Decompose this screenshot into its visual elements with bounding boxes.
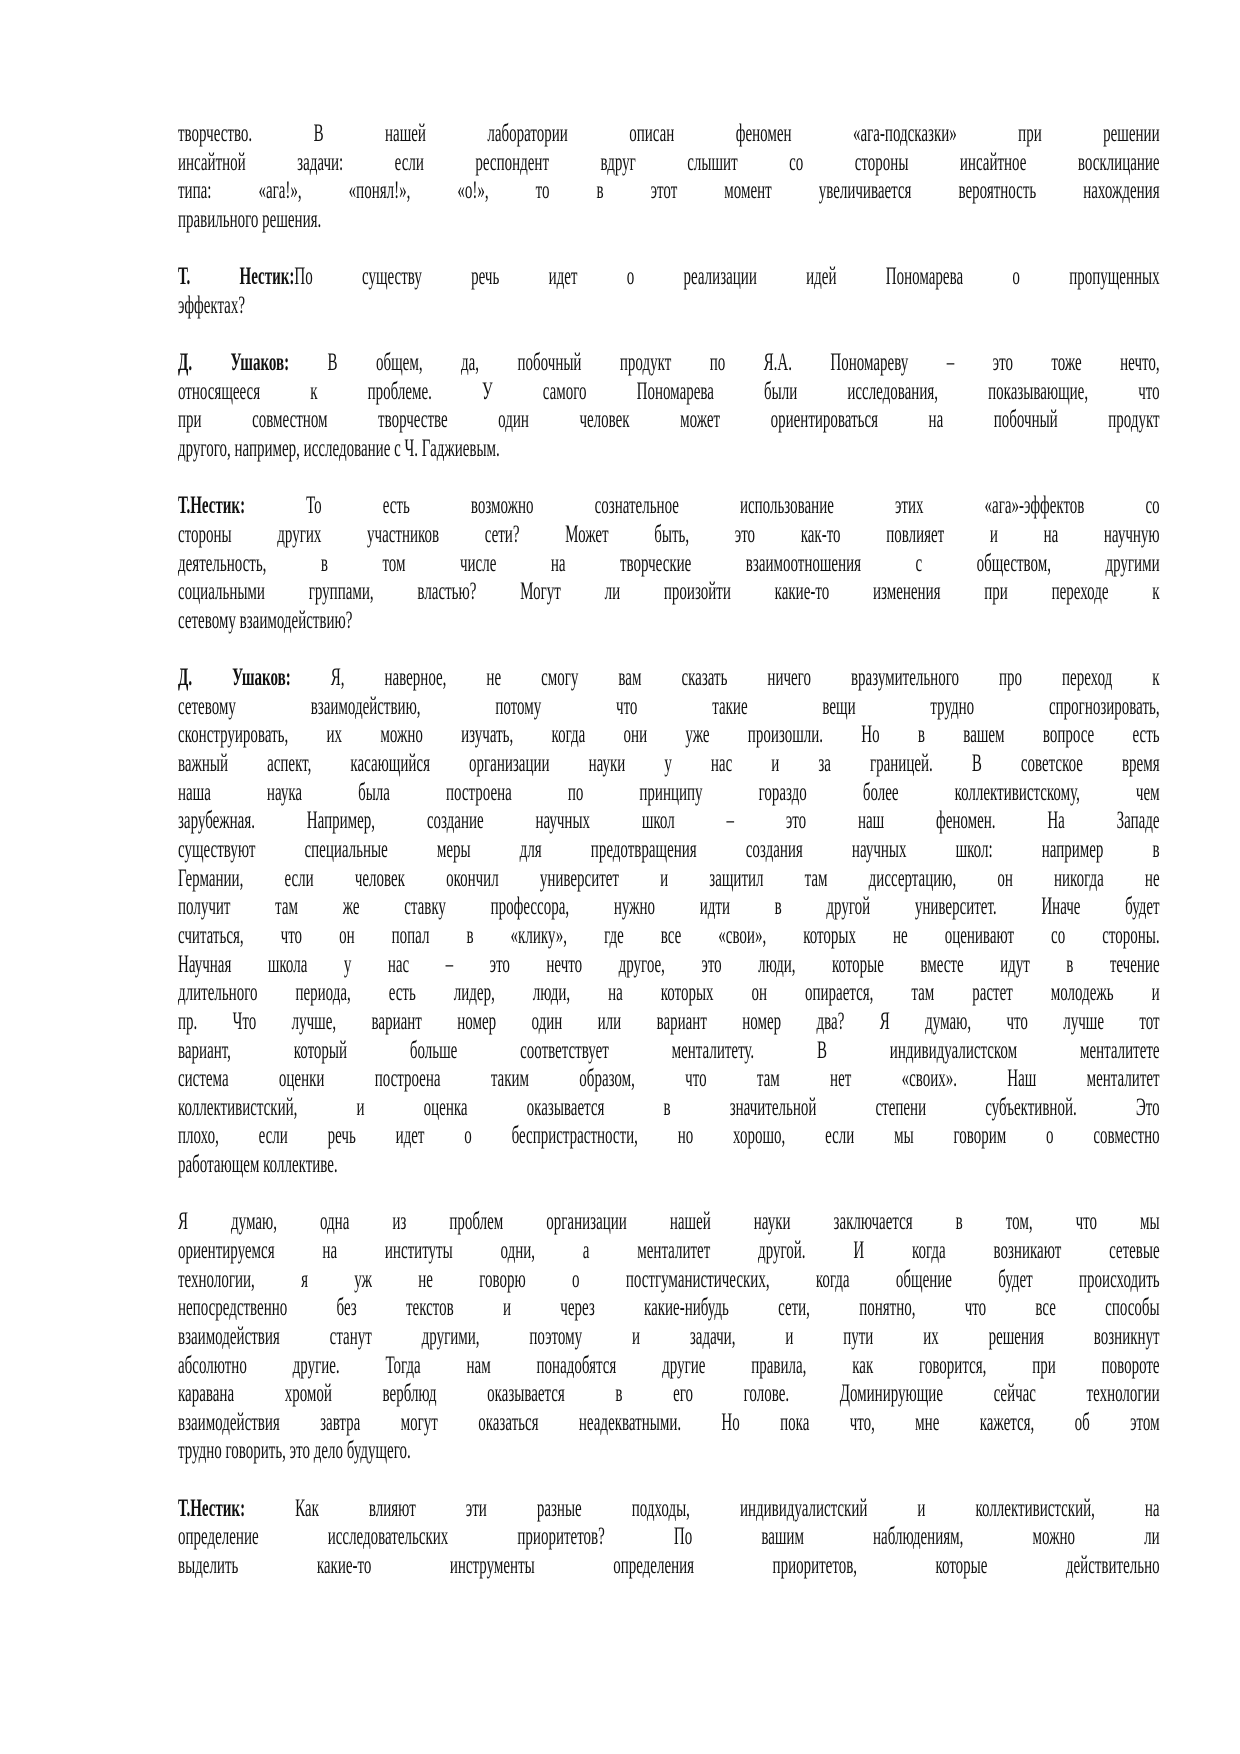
text-line	[178, 1552, 1160, 1581]
text-line-content	[178, 1151, 1160, 1180]
text-line	[178, 406, 1160, 435]
text-line	[178, 435, 1160, 464]
line-text: деятельность, в том числе на творческие взаимоотношения с обществом, другими	[178, 549, 1160, 577]
dialogue-paragraph	[178, 1495, 1160, 1581]
line-text: инсайтной задачи: если респондент вдруг слышит со стороны инсайтное восклицание	[178, 148, 1160, 176]
text-line-content	[178, 521, 1160, 550]
text-line-content	[178, 435, 1160, 464]
line-text: трудно говорить, это дело будущего.	[178, 1437, 411, 1465]
line-text: вариант, который больше соответствует менталитету. В индивидуалистском менталитете	[178, 1036, 1160, 1064]
text-line-content	[178, 550, 1160, 579]
text-line	[178, 951, 1160, 980]
line-text: важный аспект, касающийся организации науки у нас и за границей. В советское время	[178, 750, 1160, 778]
text-line-content	[178, 836, 1160, 865]
text-line-content	[178, 1008, 1160, 1037]
text-line	[178, 1523, 1160, 1552]
text-line-content	[178, 922, 1160, 951]
line-text: взаимодействия завтра могут оказаться неадекватными. Но пока что, мне кажется, об этом	[178, 1408, 1160, 1436]
text-line	[178, 750, 1160, 779]
text-line-content	[178, 349, 1160, 378]
line-text: творчество. В нашей лаборатории описан феномен «ага-подсказки» при решении	[178, 120, 1160, 147]
text-line-content	[178, 1552, 1160, 1581]
line-text: Научная школа у нас – это нечто другое, это люди, которые вместе идут в течение	[178, 950, 1160, 978]
text-line-content	[178, 979, 1160, 1008]
text-line-content	[178, 1495, 1160, 1524]
text-line-content	[178, 1122, 1160, 1151]
text-line-content	[178, 779, 1160, 808]
text-line	[178, 1380, 1160, 1409]
text-line-content	[178, 865, 1160, 894]
line-text: взаимодействия станут другими, поэтому и задачи, и пути их решения возникнут	[178, 1322, 1160, 1350]
text-line	[178, 1323, 1160, 1352]
text-line-content	[178, 378, 1160, 407]
line-text: работающем коллективе.	[178, 1151, 338, 1179]
text-line-content	[178, 807, 1160, 836]
line-text: пр. Что лучше, вариант номер один или вариант номер два? Я думаю, что лучше тот	[178, 1007, 1160, 1035]
text-line	[178, 1208, 1160, 1237]
text-line	[178, 550, 1160, 579]
line-text: существуют специальные меры для предотвращения создания научных школ: например в	[178, 836, 1160, 864]
line-text: То есть возможно сознательное использование этих «ага»-эффектов со	[245, 492, 1160, 520]
text-line	[178, 607, 1160, 636]
line-text: получит там же ставку профессора, нужно идти в другой университет. Иначе будет	[178, 893, 1160, 921]
text-line	[178, 120, 1160, 149]
text-line-content	[178, 1380, 1160, 1409]
text-line-content	[178, 578, 1160, 607]
text-line	[178, 664, 1160, 693]
text-line	[178, 836, 1160, 865]
text-line	[178, 177, 1160, 206]
text-line	[178, 807, 1160, 836]
line-text: система оценки построена таким образом, что там нет «своих». Наш менталитет	[178, 1065, 1160, 1093]
text-line-content	[178, 1237, 1160, 1266]
text-line	[178, 1008, 1160, 1037]
text-line	[178, 1151, 1160, 1180]
line-text: непосредственно без текстов и через какие-нибудь сети, понятно, что все способы	[178, 1294, 1160, 1322]
dialogue-paragraph	[178, 263, 1160, 320]
text-line-content	[178, 1409, 1160, 1438]
text-line-content	[178, 1094, 1160, 1123]
text-line	[178, 1065, 1160, 1094]
text-line-content	[178, 1323, 1160, 1352]
dialogue-paragraph	[178, 349, 1160, 464]
text-line	[178, 979, 1160, 1008]
text-line-content	[178, 1352, 1160, 1381]
text-paragraph	[178, 120, 1160, 235]
line-text: сетевому взаимодействию?	[178, 606, 353, 634]
text-line	[178, 779, 1160, 808]
text-line	[178, 578, 1160, 607]
text-line	[178, 1122, 1160, 1151]
text-line	[178, 922, 1160, 951]
line-text: технологии, я уж не говорю о постгуманистических, когда общение будет происходить	[178, 1265, 1160, 1293]
speaker-name: Т.Нестик:	[178, 1494, 246, 1522]
line-text: типа: «ага!», «понял!», «о!», то в этот момент увеличивается вероятность нахождения	[178, 177, 1160, 205]
text-line	[178, 492, 1160, 521]
speaker-name: Д. Ушаков:	[178, 664, 291, 692]
text-line	[178, 1037, 1160, 1066]
line-text: при совместном творчестве один человек может ориентироваться на побочный продукт	[178, 406, 1160, 434]
text-line	[178, 721, 1160, 750]
speaker-name: Т. Нестик:	[178, 263, 295, 291]
text-line-content	[178, 1266, 1160, 1295]
line-text: абсолютно другие. Тогда нам понадобятся другие правила, как говорится, при повороте	[178, 1351, 1160, 1379]
line-text: По существу речь идет о реализации идей Пономарева о пропущенных	[294, 263, 1160, 291]
text-line-content	[178, 1437, 1160, 1466]
text-line-content	[178, 750, 1160, 779]
text-line	[178, 1266, 1160, 1295]
line-text: Как влияют эти разные подходы, индивидуалистский и коллективистский, на	[245, 1494, 1160, 1522]
line-text: Я, наверное, не смогу вам сказать ничего вразумительного про переход к	[290, 664, 1160, 692]
text-line-content	[178, 120, 1160, 149]
line-text: другого, например, исследование с Ч. Гаджиевым.	[178, 435, 500, 463]
text-line	[178, 149, 1160, 178]
text-line-content	[178, 492, 1160, 521]
text-line-content	[178, 693, 1160, 722]
line-text: ориентируемся на институты одни, а менталитет другой. И когда возникают сетевые	[178, 1236, 1160, 1264]
text-line-content	[178, 893, 1160, 922]
line-text: определение исследовательских приоритетов? По вашим наблюдениям, можно ли	[178, 1523, 1160, 1551]
text-line	[178, 521, 1160, 550]
text-line	[178, 893, 1160, 922]
text-line-content	[178, 263, 1160, 292]
text-line	[178, 865, 1160, 894]
line-text: плохо, если речь идет о беспристрастности, но хорошо, если мы говорим о совместно	[178, 1122, 1160, 1150]
speaker-name: Т.Нестик:	[178, 492, 246, 520]
text-line-content	[178, 406, 1160, 435]
text-line	[178, 693, 1160, 722]
line-text: стороны других участников сети? Может быть, это как-то повлияет и на научную	[178, 520, 1160, 548]
line-text: В общем, да, побочный продукт по Я.А. Пономареву – это тоже нечто,	[289, 349, 1160, 377]
text-line-content	[178, 607, 1160, 636]
text-line	[178, 1352, 1160, 1381]
line-text: коллективистский, и оценка оказывается в значительной степени субъективной. Это	[178, 1093, 1160, 1121]
text-line	[178, 1237, 1160, 1266]
text-line	[178, 1094, 1160, 1123]
dialogue-paragraph	[178, 664, 1160, 1180]
text-line-content	[178, 177, 1160, 206]
text-line	[178, 1409, 1160, 1438]
line-text: длительного периода, есть лидер, люди, на которых он опирается, там растет молодежь и	[178, 979, 1160, 1007]
text-line	[178, 1294, 1160, 1323]
text-line	[178, 378, 1160, 407]
line-text: сконструировать, их можно изучать, когда они уже произошли. Но в вашем вопросе есть	[178, 721, 1160, 749]
line-text: каравана хромой верблюд оказывается в его голове. Доминирующие сейчас технологии	[178, 1380, 1160, 1408]
line-text: считаться, что он попал в «клику», где все «свои», которых не оценивают со стороны.	[178, 921, 1160, 949]
text-line-content	[178, 721, 1160, 750]
line-text: эффектах?	[178, 291, 246, 319]
text-line-content	[178, 1523, 1160, 1552]
speaker-name: Д. Ушаков:	[178, 349, 290, 377]
line-text: относящееся к проблеме. У самого Пономарева были исследования, показывающие, что	[178, 377, 1160, 405]
line-text: наша наука была построена по принципу гораздо более коллективистскому, чем	[178, 778, 1160, 806]
text-line-content	[178, 206, 1160, 235]
text-line-content	[178, 664, 1160, 693]
text-line	[178, 1437, 1160, 1466]
line-text: зарубежная. Например, создание научных школ – это наш феномен. На Западе	[178, 807, 1160, 835]
line-text: социальными группами, властью? Могут ли произойти какие-то изменения при переходе к	[178, 578, 1160, 606]
line-text: Германии, если человек окончил университет и защитил там диссертацию, он никогда не	[178, 864, 1160, 892]
text-paragraph	[178, 1208, 1160, 1466]
dialogue-paragraph	[178, 492, 1160, 635]
text-line	[178, 206, 1160, 235]
text-line	[178, 349, 1160, 378]
text-line-content	[178, 1294, 1160, 1323]
text-line-content	[178, 1065, 1160, 1094]
text-line-content	[178, 951, 1160, 980]
document-page	[178, 120, 1160, 1609]
text-line	[178, 1495, 1160, 1524]
text-line-content	[178, 1208, 1160, 1237]
text-line	[178, 263, 1160, 292]
line-text: правильного решения.	[178, 205, 322, 233]
line-text: Я думаю, одна из проблем организации нашей науки заключается в том, что мы	[178, 1208, 1160, 1236]
text-line	[178, 292, 1160, 321]
line-text: сетевому взаимодействию, потому что такие вещи трудно спрогнозировать,	[178, 692, 1160, 720]
text-line-content	[178, 1037, 1160, 1066]
text-line-content	[178, 292, 1160, 321]
text-line-content	[178, 149, 1160, 178]
line-text: выделить какие-то инструменты определения приоритетов, которые действительно	[178, 1552, 1160, 1580]
